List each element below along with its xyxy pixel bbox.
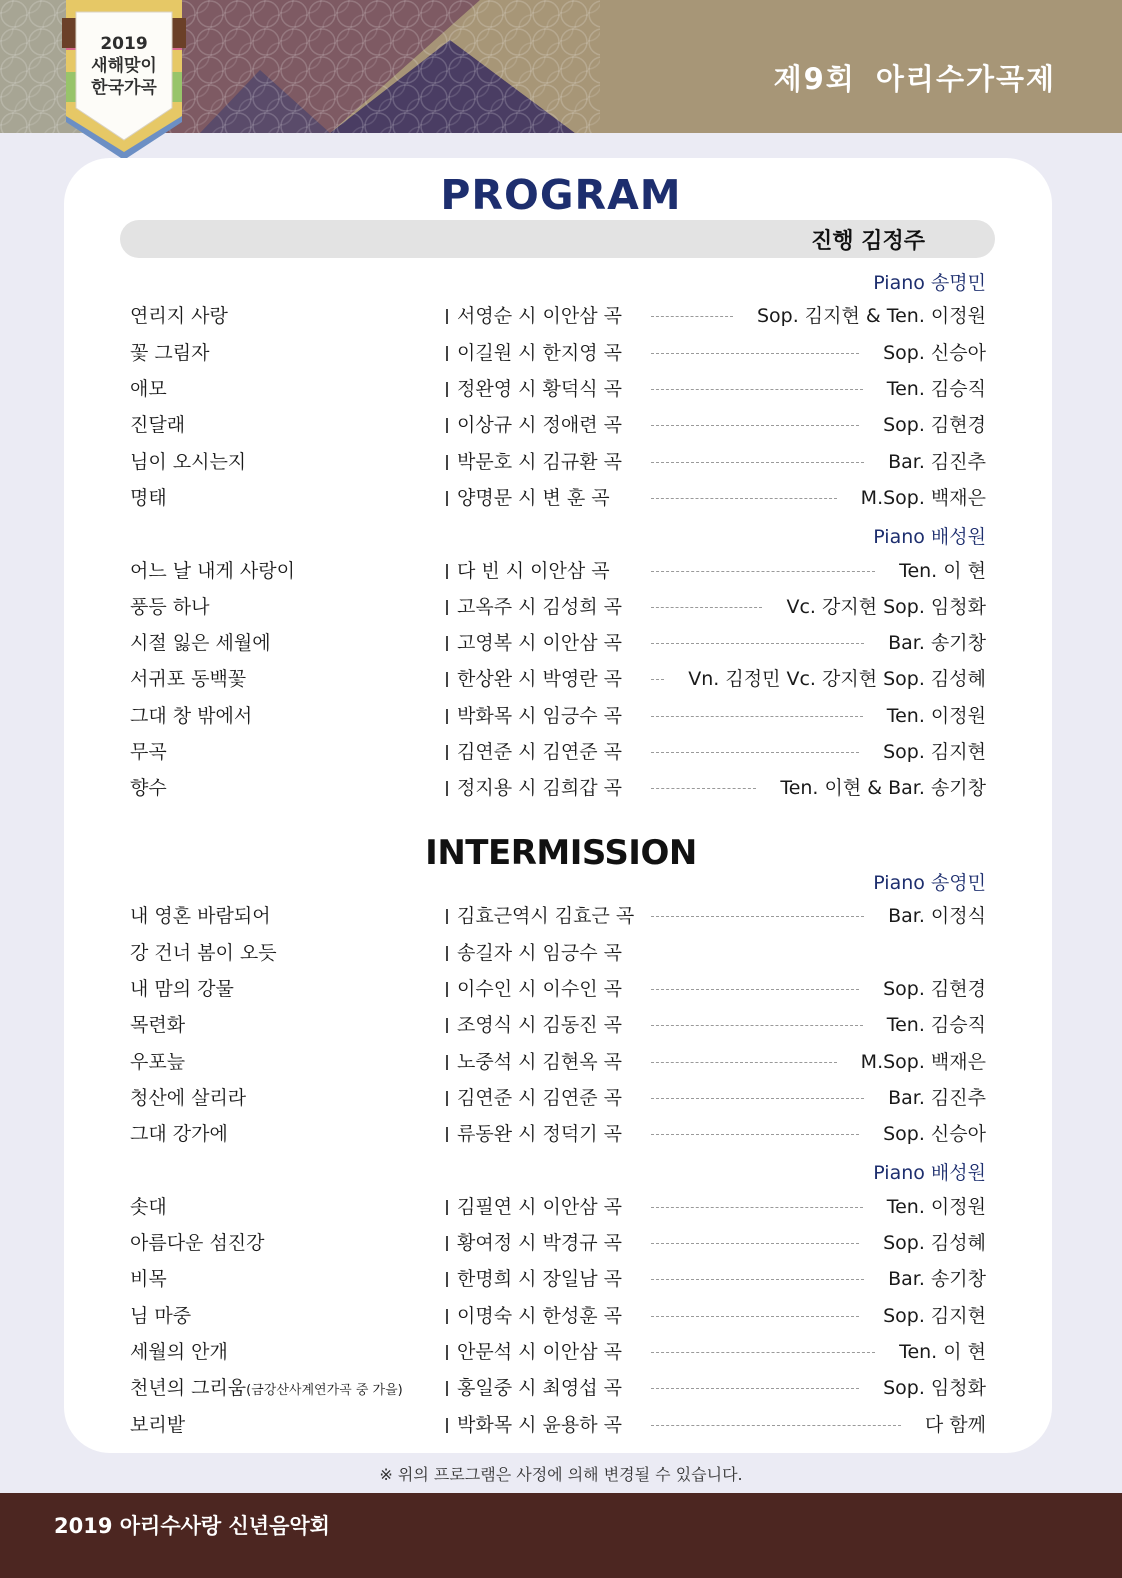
song-title-text: 비목: [130, 1268, 167, 1290]
program-row: [0, 1047, 1122, 1077]
song-title: [130, 773, 167, 803]
program-row: [0, 1410, 1122, 1440]
song-title-text: 그대 강가에: [130, 1123, 228, 1145]
dotted-leader: [651, 1352, 875, 1353]
song-title: [130, 301, 228, 331]
song-title: [130, 592, 209, 622]
pianist-label: Piano 배성원: [873, 526, 986, 548]
song-title-text: 무곡: [130, 741, 167, 763]
intermission-heading: INTERMISSION: [425, 833, 697, 873]
song-title: [130, 1047, 185, 1077]
performer: Sop. 김성혜: [883, 1232, 986, 1254]
song-title: [130, 1119, 228, 1149]
poet-composer-credit: [445, 483, 610, 513]
badge-line-2: 새해맞이: [91, 56, 157, 76]
program-row: [0, 773, 1122, 803]
song-title-text: 솟대: [130, 1196, 167, 1218]
performer: Bar. 김진추: [888, 451, 986, 473]
dotted-leader: [651, 571, 875, 572]
credit-text: 황여정 시 박경규 곡: [457, 1232, 622, 1254]
dotted-leader: [651, 1025, 863, 1026]
poet-composer-credit: [445, 1119, 622, 1149]
song-title: [130, 664, 246, 694]
song-title-text: 아름다운 섬진강: [130, 1232, 265, 1254]
poet-composer-credit: [445, 447, 622, 477]
pianist-label: Piano 송명민: [873, 272, 986, 294]
credit-text: 박문호 시 김규환 곡: [457, 451, 622, 473]
credit-text: 조영식 시 김동진 곡: [457, 1014, 622, 1036]
credit-text: 이명숙 시 한성훈 곡: [457, 1305, 622, 1327]
poet-composer-credit: [445, 410, 622, 440]
program-row: [0, 938, 1122, 968]
footer-title: 2019 아리수사랑 신년음악회: [54, 1514, 330, 1538]
credit-text: 다 빈 시 이안삼 곡: [457, 560, 610, 582]
performer: Bar. 김진추: [888, 1087, 986, 1109]
credit-text: 고옥주 시 김성희 곡: [457, 596, 622, 618]
credit-text: 김필연 시 이안삼 곡: [457, 1196, 622, 1218]
credit-text: 이길원 시 한지영 곡: [457, 342, 622, 364]
host-label: 진행 김정주: [811, 229, 925, 254]
program-row: [0, 1192, 1122, 1222]
song-title-text: 목련화: [130, 1014, 186, 1036]
song-title-text: 청산에 살리라: [130, 1087, 247, 1109]
song-title: [130, 1373, 403, 1406]
song-title: [130, 1264, 167, 1294]
credit-text: 이상규 시 정애련 곡: [457, 414, 622, 436]
footer: [0, 1493, 1122, 1578]
performer: Sop. 김현경: [883, 414, 986, 436]
credit-text: 서영순 시 이안삼 곡: [457, 305, 622, 327]
performer: Sop. 김현경: [883, 978, 986, 1000]
dotted-leader: [651, 1316, 859, 1317]
performer: Ten. 이정원: [886, 1196, 986, 1218]
poet-composer-credit: [445, 737, 622, 767]
song-title-text: 어느 날 내게 사랑이: [130, 560, 295, 582]
performer: Sop. 김지현: [883, 1305, 986, 1327]
credit-text: 홍일중 시 최영섭 곡: [457, 1377, 622, 1399]
performer: 다 함께: [924, 1414, 986, 1436]
performer: Ten. 이 현: [899, 560, 986, 582]
event-badge: [62, 0, 186, 162]
dotted-leader: [651, 462, 864, 463]
dotted-leader: [651, 607, 762, 608]
song-title-text: 님이 오시는지: [130, 451, 247, 473]
credit-text: 김연준 시 김연준 곡: [457, 741, 622, 763]
song-title: [130, 1228, 265, 1258]
song-title: [130, 556, 295, 586]
host-bar: [120, 220, 995, 258]
badge-year: 2019: [100, 34, 148, 54]
song-title: [130, 974, 234, 1004]
song-title: [130, 1410, 185, 1440]
song-title: [130, 901, 271, 931]
dotted-leader: [651, 752, 859, 753]
program-row: [0, 628, 1122, 658]
performer: Vn. 김정민 Vc. 강지현 Sop. 김성혜: [688, 668, 986, 690]
program-row: [0, 901, 1122, 931]
performer: Ten. 김승직: [886, 378, 986, 400]
performer: Ten. 김승직: [886, 1014, 986, 1036]
dotted-leader: [651, 353, 859, 354]
credit-text: 김연준 시 김연준 곡: [457, 1087, 622, 1109]
performer: Sop. 김지현 & Ten. 이정원: [756, 305, 986, 327]
song-subtitle: (금강산사계연가곡 중 가을): [246, 1383, 403, 1398]
poet-composer-credit: [445, 301, 622, 331]
credit-text: 한명희 시 장일남 곡: [457, 1268, 622, 1290]
credit-text: 이수인 시 이수인 곡: [457, 978, 622, 1000]
poet-composer-credit: [445, 338, 622, 368]
poet-composer-credit: [445, 701, 622, 731]
program-row: [0, 592, 1122, 622]
credit-text: 한상완 시 박영란 곡: [457, 668, 622, 690]
song-title: [130, 1301, 191, 1331]
poet-composer-credit: [445, 1010, 622, 1040]
song-title-text: 보리밭: [130, 1414, 186, 1436]
program-row: [0, 301, 1122, 331]
song-title: [130, 374, 167, 404]
dotted-leader: [651, 316, 733, 317]
song-title-text: 그대 창 밖에서: [130, 705, 253, 727]
program-row: [0, 483, 1122, 513]
dotted-leader: [651, 916, 864, 917]
program-row: [0, 1083, 1122, 1113]
poet-composer-credit: [445, 1083, 622, 1113]
song-title: [130, 701, 252, 731]
poet-composer-credit: [445, 1373, 622, 1403]
song-title: [130, 1083, 246, 1113]
poet-composer-credit: [445, 628, 622, 658]
performer: Ten. 이현 & Bar. 송기창: [780, 777, 986, 799]
performer: M.Sop. 백재은: [860, 487, 986, 509]
dotted-leader: [651, 1388, 859, 1389]
performer: Sop. 신승아: [883, 342, 986, 364]
credit-text: 박화목 시 윤용하 곡: [457, 1414, 622, 1436]
program-row: [0, 447, 1122, 477]
song-title-text: 풍등 하나: [130, 596, 210, 618]
dotted-leader: [651, 1134, 859, 1135]
program-row: [0, 410, 1122, 440]
song-title-text: 내 맘의 강물: [130, 978, 234, 1000]
dotted-leader: [651, 425, 859, 426]
dotted-leader: [651, 1098, 864, 1099]
poet-composer-credit: [445, 1301, 622, 1331]
poet-composer-credit: [445, 592, 622, 622]
song-title: [130, 1337, 228, 1367]
program-row: [0, 1301, 1122, 1331]
poet-composer-credit: [445, 374, 622, 404]
program-row: [0, 974, 1122, 1004]
song-title: [130, 938, 277, 968]
dotted-leader: [651, 498, 837, 499]
program-row: [0, 1119, 1122, 1149]
song-title: [130, 483, 167, 513]
song-title: [130, 1192, 167, 1222]
performer: Ten. 이정원: [886, 705, 986, 727]
performer: Ten. 이 현: [899, 1341, 986, 1363]
credit-text: 안문석 시 이안삼 곡: [457, 1341, 622, 1363]
song-title-text: 진달래: [130, 414, 186, 436]
song-title-text: 연리지 사랑: [130, 305, 228, 327]
poet-composer-credit: [445, 901, 634, 931]
poet-composer-credit: [445, 974, 622, 1004]
credit-text: 송길자 시 임긍수 곡: [457, 942, 622, 964]
poet-composer-credit: [445, 1192, 622, 1222]
performer: M.Sop. 백재은: [860, 1051, 986, 1073]
dotted-leader: [651, 643, 864, 644]
dotted-leader: [651, 1425, 901, 1426]
dotted-leader: [651, 679, 664, 680]
credit-text: 김효근역시 김효근 곡: [457, 905, 635, 927]
dotted-leader: [651, 389, 863, 390]
pianist-label: Piano 송영민: [873, 872, 986, 894]
performer: Bar. 송기창: [888, 632, 986, 654]
poet-composer-credit: [445, 556, 610, 586]
poet-composer-credit: [445, 1264, 622, 1294]
program-row: [0, 374, 1122, 404]
song-title: [130, 447, 246, 477]
song-title-text: 애모: [130, 378, 167, 400]
credit-text: 고영복 시 이안삼 곡: [457, 632, 622, 654]
song-title: [130, 338, 209, 368]
poet-composer-credit: [445, 938, 622, 968]
dotted-leader: [651, 1243, 859, 1244]
program-row: [0, 556, 1122, 586]
performer: Bar. 이정식: [888, 905, 986, 927]
poet-composer-credit: [445, 1410, 622, 1440]
performer: Sop. 신승아: [883, 1123, 986, 1145]
credit-text: 노중석 시 김현옥 곡: [457, 1051, 622, 1073]
dotted-leader: [651, 788, 756, 789]
poet-composer-credit: [445, 1337, 622, 1367]
song-title-text: 꽃 그림자: [130, 342, 210, 364]
poet-composer-credit: [445, 1228, 622, 1258]
program-row: [0, 1337, 1122, 1367]
song-title-text: 서귀포 동백꽃: [130, 668, 247, 690]
song-title-text: 님 마중: [130, 1305, 192, 1327]
program-row: [0, 701, 1122, 731]
song-title-text: 향수: [130, 777, 167, 799]
program-row: [0, 1264, 1122, 1294]
event-title: 제9회 아리수가곡제: [773, 62, 1056, 96]
song-title-text: 우포늪: [130, 1051, 186, 1073]
credit-text: 박화목 시 임긍수 곡: [457, 705, 622, 727]
credit-text: 류동완 시 정덕기 곡: [457, 1123, 622, 1145]
dotted-leader: [651, 716, 863, 717]
song-title-text: 내 영혼 바람되어: [130, 905, 271, 927]
program-row: [0, 338, 1122, 368]
change-notice: ※ 위의 프로그램은 사정에 의해 변경될 수 있습니다.: [379, 1465, 743, 1484]
performer: Bar. 송기창: [888, 1268, 986, 1290]
poet-composer-credit: [445, 773, 622, 803]
program-row: [0, 737, 1122, 767]
program-row: [0, 1373, 1122, 1403]
program-row: [0, 1228, 1122, 1258]
dotted-leader: [651, 1207, 863, 1208]
credit-text: 양명문 시 변 훈 곡: [457, 487, 610, 509]
program-title: PROGRAM: [440, 171, 682, 219]
song-title-text: 강 건너 봄이 오듯: [130, 942, 277, 964]
badge-line-3: 한국가곡: [91, 78, 157, 98]
song-title: [130, 1010, 185, 1040]
song-title-text: 시절 잃은 세월에: [130, 632, 271, 654]
pianist-label: Piano 배성원: [873, 1162, 986, 1184]
credit-text: 정지용 시 김희갑 곡: [457, 777, 622, 799]
poet-composer-credit: [445, 1047, 622, 1077]
song-title-text: 세월의 안개: [130, 1341, 228, 1363]
program-row: [0, 664, 1122, 694]
dotted-leader: [651, 1279, 864, 1280]
poet-composer-credit: [445, 664, 622, 694]
program-row: [0, 1010, 1122, 1040]
performer: Sop. 김지현: [883, 741, 986, 763]
song-title-text: 명태: [130, 487, 167, 509]
song-title: [130, 410, 185, 440]
dotted-leader: [651, 1062, 837, 1063]
song-title-text: 천년의 그리움: [130, 1377, 247, 1399]
performer: Sop. 임청화: [883, 1377, 986, 1399]
dotted-leader: [651, 989, 859, 990]
song-title: [130, 628, 271, 658]
performer: Vc. 강지현 Sop. 임청화: [786, 596, 986, 618]
credit-text: 정완영 시 황덕식 곡: [457, 378, 622, 400]
song-title: [130, 737, 167, 767]
